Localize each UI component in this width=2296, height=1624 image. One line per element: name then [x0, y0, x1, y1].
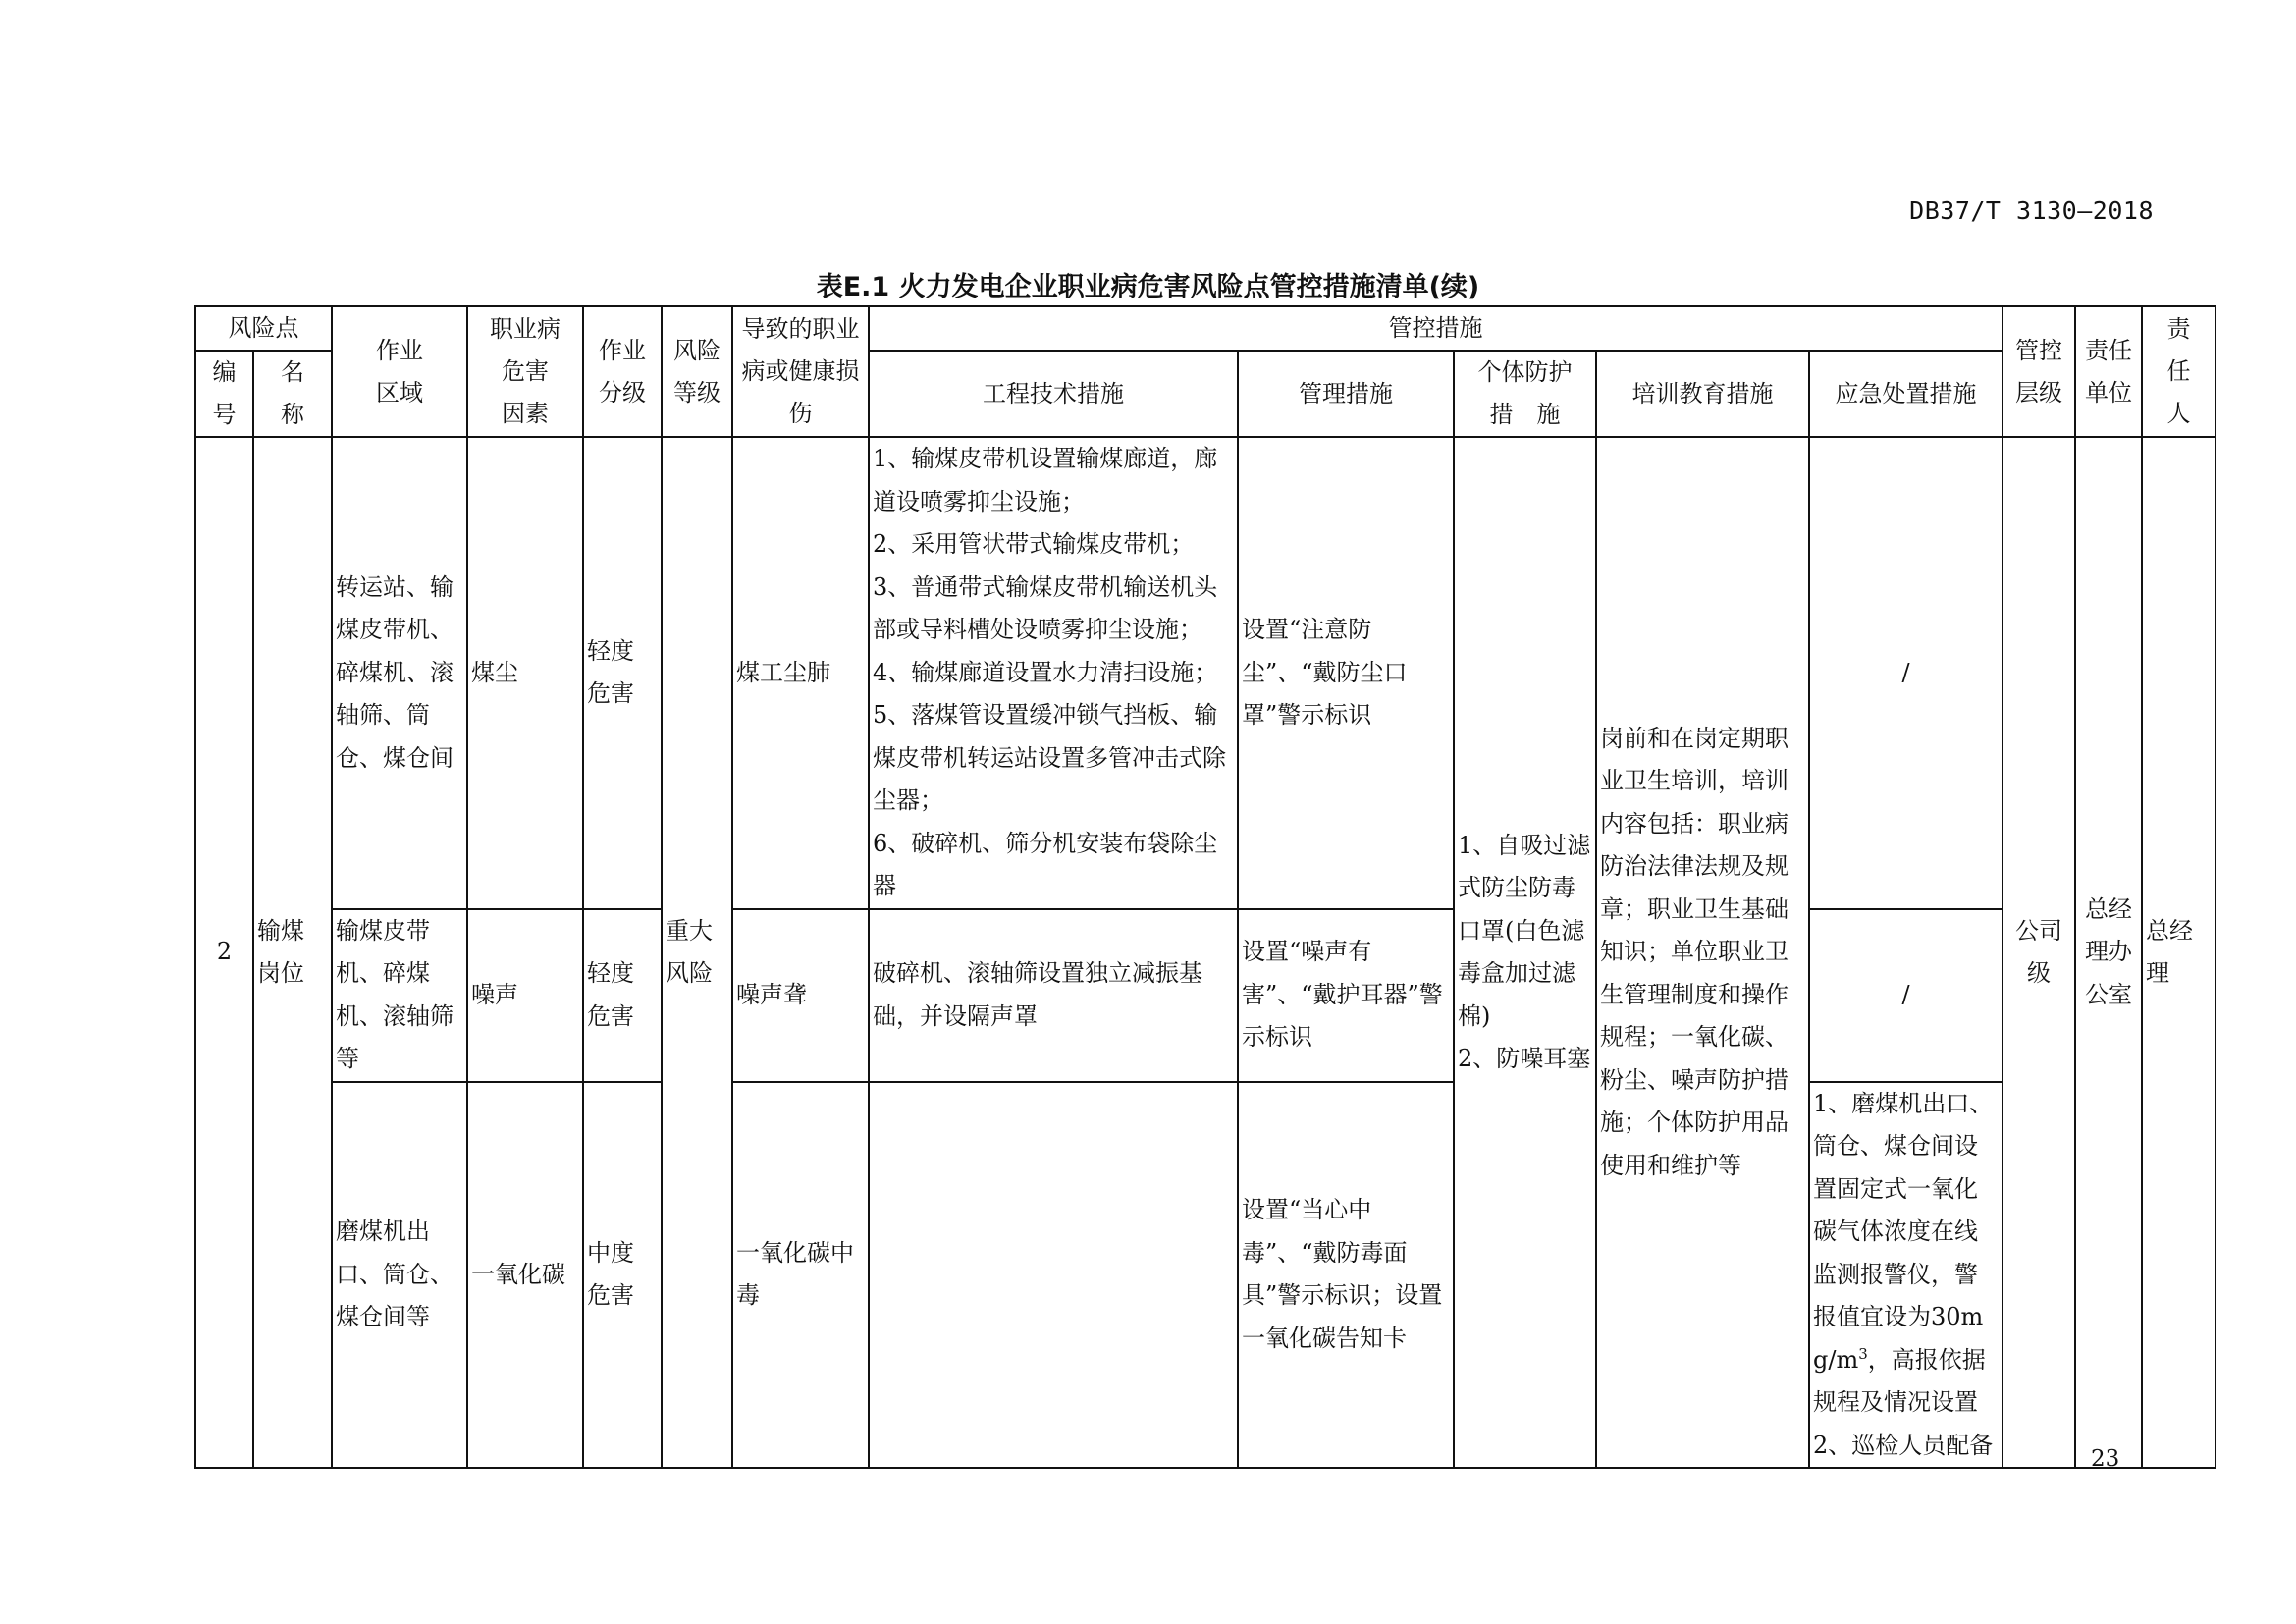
- table-title: 表E.1 火力发电企业职业病危害风险点管控措施清单(续): [816, 272, 1480, 302]
- emergency-measures: /: [1809, 437, 2002, 909]
- emergency-header: 应急处置措施: [1809, 351, 2002, 437]
- engineering-header: 工程技术措施: [869, 351, 1238, 437]
- management-measures: 设置“注意防尘”、“戴防尘口罩”警示标识: [1238, 437, 1454, 909]
- page-number: 23: [2091, 1446, 2120, 1472]
- work-grade: 轻度 危害: [583, 437, 662, 909]
- table-row: [195, 909, 2216, 1082]
- disease: 噪声聋: [732, 909, 869, 1082]
- header-row-1: [195, 306, 2216, 351]
- work-grade-header: 作业 分级: [583, 306, 662, 437]
- group-resp-person: 总经理: [2142, 437, 2216, 1468]
- disease: 一氧化碳中毒: [732, 1082, 869, 1469]
- name-header: 名 称: [253, 351, 332, 437]
- hazard-factor: 煤尘: [467, 437, 583, 909]
- disease: 煤工尘肺: [732, 437, 869, 909]
- group-resp-unit: 总经 理办 公室: [2075, 437, 2142, 1468]
- hazard-factor: 噪声: [467, 909, 583, 1082]
- group-control-level: 公司 级: [2002, 437, 2075, 1468]
- emergency-superscript: 3: [1858, 1344, 1868, 1363]
- management-measures: 设置“当心中毒”、“戴防毒面具”警示标识；设置一氧化碳告知卡: [1238, 1082, 1454, 1469]
- risk-point-header: 风险点: [195, 306, 332, 351]
- document-code: DB37/T 3130—2018: [1909, 196, 2154, 225]
- emergency-text-a: 1、磨煤机出口、筒仓、煤仓间设置固定式一氧化碳气体浓度在线监测报警仪，警报值宜设为30mg/m: [1813, 1089, 1994, 1374]
- group-number: 2: [195, 437, 253, 1468]
- emergency-measures: [1809, 1082, 2002, 1469]
- work-grade: 中度 危害: [583, 1082, 662, 1469]
- number-header: 编 号: [195, 351, 253, 437]
- resp-person-header: 责 任 人: [2142, 306, 2216, 437]
- hazard-factor: 一氧化碳: [467, 1082, 583, 1469]
- engineering-measures: 破碎机、滚轴筛设置独立减振基础，并设隔声罩: [869, 909, 1238, 1082]
- risk-level-header: 风险 等级: [662, 306, 732, 437]
- emergency-measures: /: [1809, 909, 2002, 1082]
- group-training: 岗前和在岗定期职业卫生培训，培训内容包括：职业病防治法律法规及规章；职业卫生基础知识；单位职业卫生管理制度和操作规程；一氧化碳、粉尘、噪声防护措施；个体防护用品使用和维护等: [1596, 437, 1809, 1468]
- work-grade: 轻度 危害: [583, 909, 662, 1082]
- group-risk-level: 重大 风险: [662, 437, 732, 1468]
- hazard-factor-header: 职业病 危害 因素: [467, 306, 583, 437]
- group-name: 输煤 岗位: [253, 437, 332, 1468]
- resp-unit-header: 责任 单位: [2075, 306, 2142, 437]
- work-area: 输煤皮带机、碎煤机、滚轴筛等: [332, 909, 467, 1082]
- ppe-header: 个体防护 措 施: [1454, 351, 1596, 437]
- emergency-text-b: ，高报依据规程及情况设置 2、巡检人员配备: [1813, 1345, 1994, 1459]
- group-ppe: 1、自吸过滤式防尘防毒口罩(白色滤毒盒加过滤棉) 2、防噪耳塞: [1454, 437, 1596, 1468]
- management-header: 管理措施: [1238, 351, 1454, 437]
- management-measures: 设置“噪声有害”、“戴护耳器”警示标识: [1238, 909, 1454, 1082]
- training-header: 培训教育措施: [1596, 351, 1809, 437]
- control-measures-header: 管控措施: [869, 306, 2002, 351]
- table-row: [195, 437, 2216, 909]
- control-level-header: 管控 层级: [2002, 306, 2075, 437]
- work-area: 磨煤机出口、筒仓、煤仓间等: [332, 1082, 467, 1469]
- engineering-measures: [869, 1082, 1238, 1469]
- work-area-header: 作业 区域: [332, 306, 467, 437]
- table-row: [195, 1082, 2216, 1469]
- engineering-measures: 1、输煤皮带机设置输煤廊道，廊道设喷雾抑尘设施； 2、采用管状带式输煤皮带机； 3、普通带式输煤皮带机输送机头部或导料槽处设喷雾抑尘设施； 4、输煤廊道设置水力清扫设施； 5、落煤管设置缓冲锁气挡板、输煤皮带机转运站设置多管冲击式除尘器； 6、破碎机、筛分机安装布袋除尘器: [869, 437, 1238, 909]
- risk-control-table: [194, 305, 2216, 1469]
- work-area: 转运站、输煤皮带机、碎煤机、滚轴筛、筒仓、煤仓间: [332, 437, 467, 909]
- disease-header: 导致的职业 病或健康损 伤: [732, 306, 869, 437]
